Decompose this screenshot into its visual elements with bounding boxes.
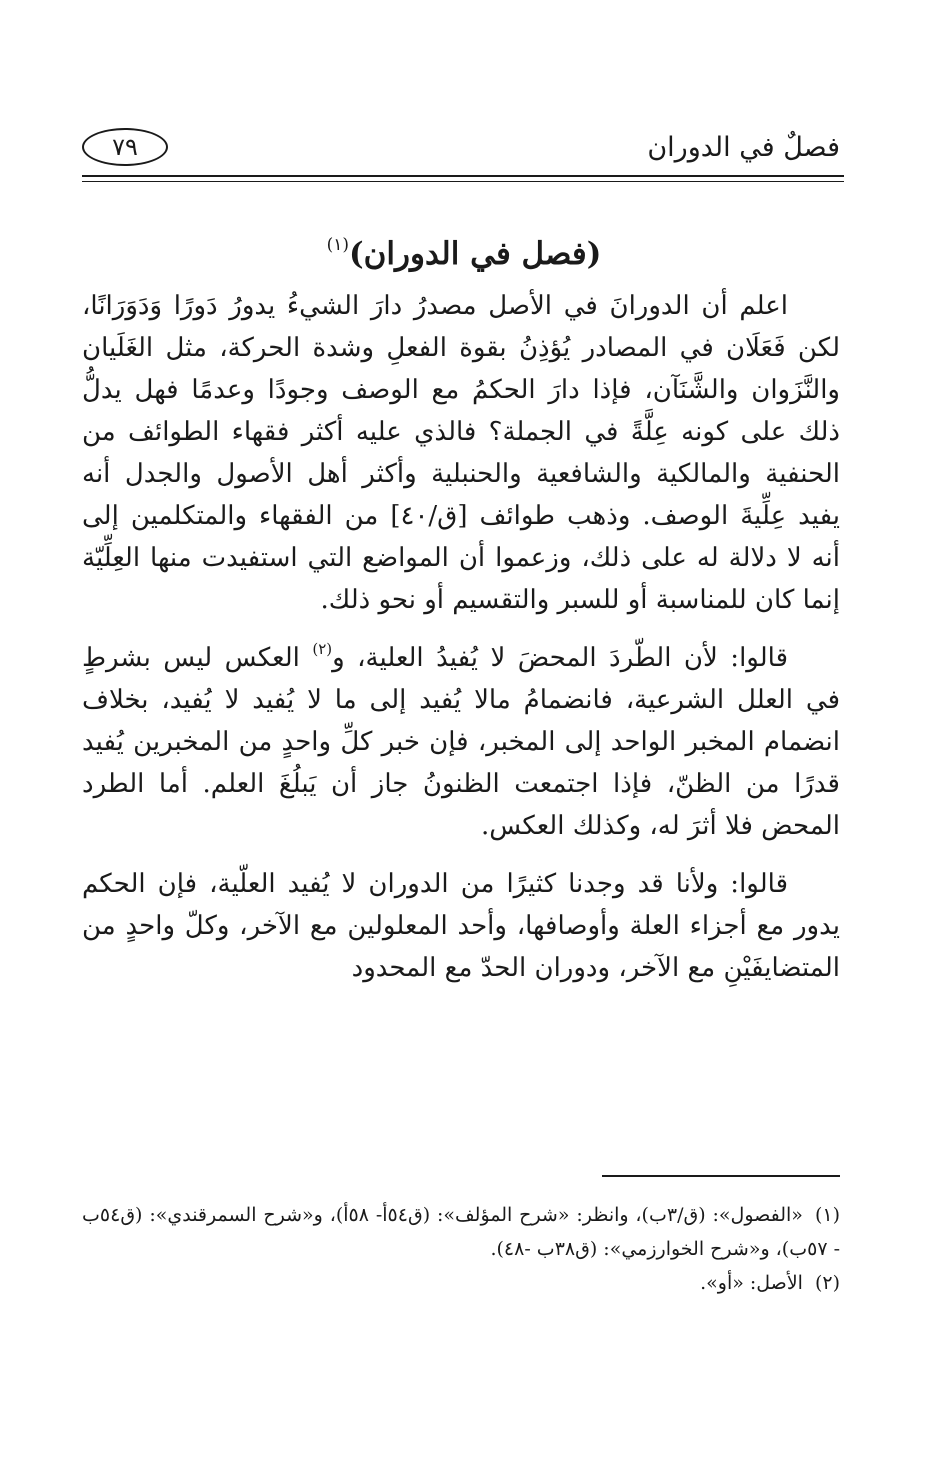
page-number: ٧٩	[112, 133, 138, 161]
footnote-2-number: (٢)	[814, 1272, 840, 1294]
paragraph-1-text: اعلم أن الدورانَ في الأصل مصدرُ دارَ الشيءُ يدورُ دَورًا وَدَوَرَانًا، لكن فَعَلَان في المصادر يُؤذِنُ بقوة الفعلِ وشدة الحركة، مثل الغَلَيان والنَّزَوان والشَّنَآن، فإذا دارَ الحكمُ مع الوصف وجودًا وعدمًا فهل يدلُّ ذلك على كونه عِلَّةً في الجملة؟ فالذي عليه أكثر فقهاء الطوائف من الحنفية والمالكية والشافعية والحنبلية وأكثر أهل الأصول والجدل أنه يفيد عِلِّيةَ الوصف. وذهب طوائف [ق/٤٠] من الفقهاء والمتكلمين إلى أنه لا دلالة له على ذلك، وزعموا أن المواضع التي استفيدت منها العِلِّيّة إنما كان للمناسبة أو للسبر والتقسيم أو نحو ذلك.	[82, 291, 840, 615]
page-number-frame	[82, 128, 168, 166]
footnote-marker-1: (١)	[326, 235, 349, 255]
footnote-1	[82, 1198, 840, 1266]
footnote-marker-2: (٢)	[312, 640, 333, 658]
footnotes	[82, 1198, 840, 1300]
section-title	[0, 222, 928, 277]
header-rule-thin	[82, 181, 844, 182]
footnote-2-text: الأصل: «أو».	[700, 1272, 803, 1294]
footnote-1-number: (١)	[814, 1204, 840, 1226]
paragraph-3-text: قالوا: ولأنا قد وجدنا كثيرًا من الدوران لا يُفيد العلّية، فإن الحكم يدور مع أجزاء العلة وأوصافها، وأحد المعلولين مع الآخر، وكلّ واحدٍ من المتضايفَيْنِ مع الآخر، ودوران الحدّ مع المحدود	[82, 869, 840, 983]
body-text	[82, 285, 840, 1005]
header-rule-thick	[82, 175, 844, 177]
footnote-2	[82, 1266, 840, 1300]
paragraph-2-text-a: قالوا: لأن الطّردَ المحضَ لا يُفيدُ العلية، و	[332, 643, 788, 673]
running-title: فصلٌ في الدوران	[647, 132, 840, 163]
footnote-1-text: «الفصول»: (ق/٣ب)، وانظر: «شرح المؤلف»: (ق٥٤أ- ٥٨أ)، و«شرح السمرقندي»: (ق٥٤ب - ٥٧ب)، و«شرح الخوارزمي»: (ق٣٨ب -٤٨).	[82, 1204, 840, 1260]
paragraph-2-text-b: العكس ليس بشرطٍ في العلل الشرعية، فانضمامُ مالا يُفيد إلى ما لا يُفيد لا يُفيد، بخلاف انضمام المخبر الواحد إلى المخبر، فإن خبر كلِّ واحدٍ من المخبرين يُفيد قدرًا من الظنّ، فإذا اجتمعت الظنونُ جاز أن يَبلُغَ العلم. أما الطرد المحض فلا أثرَ له، وكذلك العكس.	[82, 643, 840, 841]
footnote-separator	[602, 1175, 840, 1177]
paragraph-1	[82, 285, 840, 621]
paragraph-2	[82, 637, 840, 847]
paragraph-3	[82, 863, 840, 989]
section-title-text: (فصل في الدوران)	[349, 236, 602, 272]
